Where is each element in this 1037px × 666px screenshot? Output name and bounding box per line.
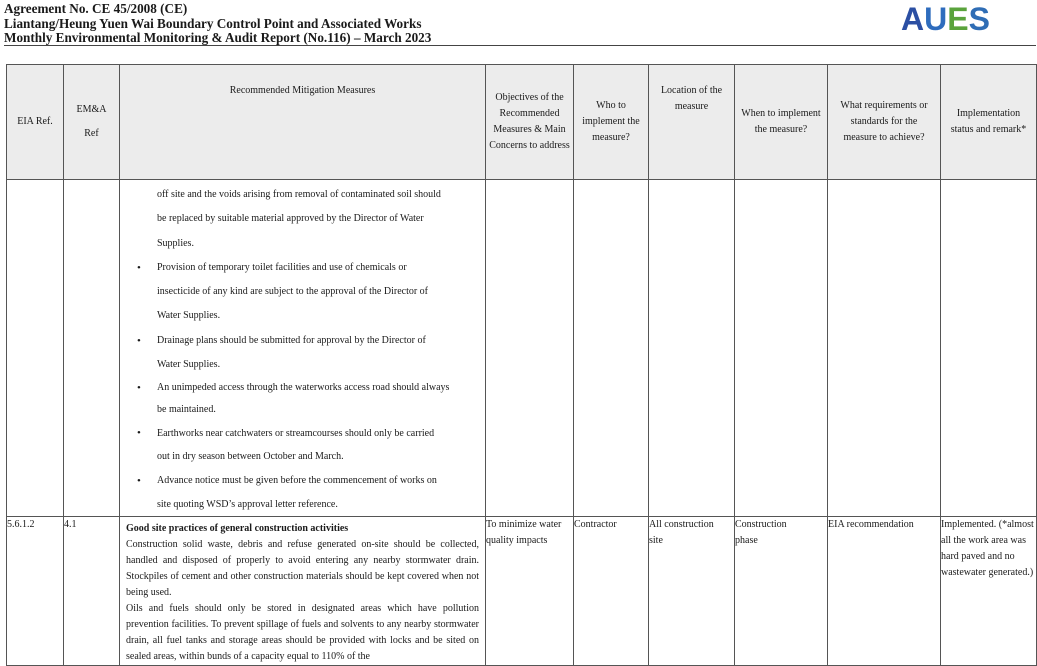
report-header bbox=[4, 2, 431, 46]
eia-ref-cell bbox=[7, 180, 64, 517]
measures-cell bbox=[120, 517, 486, 666]
measures-cell bbox=[120, 180, 486, 517]
col-header-ema-ref bbox=[64, 65, 120, 180]
status-cell: Implemented. (*almost all the work area was hard paved and no wastewater generated.) bbox=[941, 517, 1037, 666]
col-header-status: Implementation status and remark* bbox=[941, 65, 1037, 180]
bullet-line: Water Supplies. bbox=[157, 359, 221, 371]
bullet-item: • Provision of temporary toilet facilities and use of chemicals or bbox=[130, 256, 479, 280]
col-header-when: When to implement the measure? bbox=[735, 65, 828, 180]
when-cell bbox=[735, 180, 828, 517]
mitigation-measures-table bbox=[6, 64, 1037, 666]
who-cell bbox=[574, 180, 649, 517]
objective-cell: To minimize water quality impacts bbox=[486, 517, 574, 666]
col-header-measures: Recommended Mitigation Measures bbox=[120, 65, 486, 180]
when-cell: Construction phase bbox=[735, 517, 828, 666]
measure-paragraph: Oils and fuels should only be stored in designated areas which have pollution prevention facilities. To prevent spillage of fuels and solvents to any nearby stormwater drain, all fuel tanks and storage areas should be provided with locks and be sited on sealed areas, within bunds of a capacity equal to 110% of the bbox=[126, 603, 479, 663]
continuation-line: Supplies. bbox=[157, 237, 194, 249]
bullet-line: out in dry season between October and March. bbox=[157, 451, 344, 463]
agreement-number: Agreement No. CE 45/2008 (CE) bbox=[4, 1, 188, 16]
col-header-eia-ref: EIA Ref. bbox=[7, 65, 64, 180]
report-title: Monthly Environmental Monitoring & Audit Report (No.116) – March 2023 bbox=[4, 30, 432, 46]
table-header-row bbox=[7, 65, 1037, 180]
ema-ref-cell: 4.1 bbox=[64, 517, 120, 666]
col-header-requirements: What requirements or standards for the measure to achieve? bbox=[828, 65, 941, 180]
who-cell: Contractor bbox=[574, 517, 649, 666]
eia-ref-cell: 5.6.1.2 bbox=[7, 517, 64, 666]
measure-paragraph: Construction solid waste, debris and refuse generated on-site should be collected, handled and disposed of properly to avoid entering any nearby stormwater drain. Stockpiles of cement and other construction materials should be kept covered when not being used. bbox=[126, 539, 479, 599]
bullet-item: • An unimpeded access through the waterworks access road should always bbox=[130, 377, 479, 399]
location-cell: All construction site bbox=[649, 517, 735, 666]
bullet-line: be maintained. bbox=[157, 404, 216, 416]
col-header-objectives: Objectives of the Recommended Measures & Main Concerns to address bbox=[486, 65, 574, 180]
table-row bbox=[7, 180, 1037, 517]
bullet-line: insecticide of any kind are subject to the approval of the Director of bbox=[157, 286, 429, 298]
bullet-item: • Advance notice must be given before the commencement of works on bbox=[130, 468, 479, 494]
requirement-cell: EIA recommendation bbox=[828, 517, 941, 666]
bullet-item: • Earthworks near catchwaters or streamcourses should only be carried bbox=[130, 421, 479, 446]
table-row bbox=[7, 517, 1037, 666]
header-divider bbox=[4, 45, 1036, 46]
location-cell bbox=[649, 180, 735, 517]
col-header-location: Location of the measure bbox=[649, 65, 735, 180]
continuation-line: be replaced by suitable material approved by the Director of Water bbox=[157, 213, 424, 225]
aues-logo: AUES bbox=[901, 1, 990, 37]
bullet-line: Water Supplies. bbox=[157, 310, 221, 322]
measure-title: Good site practices of general construction activities bbox=[126, 523, 349, 535]
requirement-cell bbox=[828, 180, 941, 517]
objective-cell bbox=[486, 180, 574, 517]
col-header-who: Who to implement the measure? bbox=[574, 65, 649, 180]
project-title: Liantang/Heung Yuen Wai Boundary Control Point and Associated Works bbox=[4, 15, 422, 31]
status-cell bbox=[941, 180, 1037, 517]
bullet-line: site quoting WSD’s approval letter reference. bbox=[157, 499, 338, 511]
bullet-item: • Drainage plans should be submitted for approval by the Director of bbox=[130, 329, 479, 353]
ema-ref-cell bbox=[64, 180, 120, 517]
continuation-line: off site and the voids arising from removal of contaminated soil should bbox=[157, 189, 441, 200]
col-header-ema-ref-label: EM&A Ref bbox=[76, 104, 107, 139]
